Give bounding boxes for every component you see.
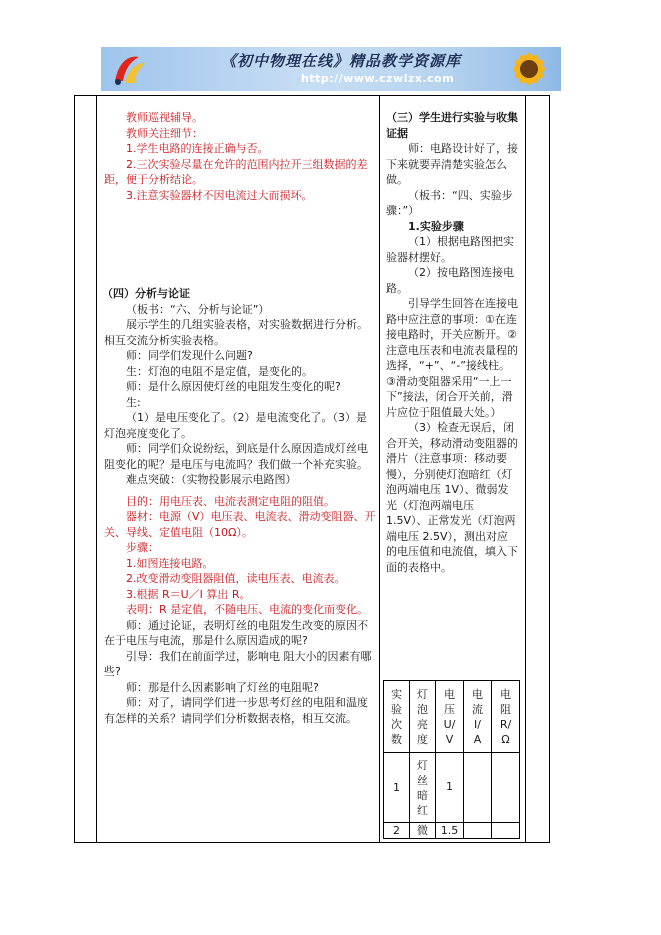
table-header-cell: 实验次数 — [384, 681, 410, 753]
text-line: 师：同学们发现什么问题? — [126, 349, 253, 362]
left-column — [104, 110, 376, 726]
text-line: 生：灯泡的电阻不是定值，是变化的。 — [126, 364, 313, 378]
table-cell — [464, 823, 492, 839]
text-line: 引导：我们在前面学过，影响电 阻大小的因素有哪些? — [104, 649, 372, 678]
table-cell: 1 — [384, 753, 410, 823]
text-line: 生: — [126, 395, 141, 409]
table-cell: 1 — [436, 753, 464, 823]
text-line: 引导学生回答在连接电路中应注意的事项：①在连接电路时，开关应断开。②注意电压表和电流表量程的选择，“+”、“-”接线柱。③滑动变阻器采用“一上一下”接法，闭合开关前，滑片应位于阻值最大处。） — [386, 297, 518, 419]
table-header-cell: 灯泡亮度 — [410, 681, 436, 753]
text-line: （3）检查无误后，闭合开关，移动滑动变阻器的滑片（注意事项：移动要慢），分别使灯泡暗红（灯泡两端电压 1V）、微弱发光（灯泡两端电压 1.5V）、正常发光（灯泡两端电压 2.5V），测出对应的电压值和电流值，填入下面的表格中。 — [386, 421, 518, 574]
column-divider — [525, 96, 526, 842]
table-cell: 灯丝暗红 — [410, 753, 436, 823]
table-cell: 微 — [410, 823, 436, 839]
header-banner — [101, 47, 561, 91]
text-line: 3.根据 R＝U／I 算出 R。 — [126, 587, 251, 601]
text-line: 师：那是什么因素影响了灯丝的电阻呢? — [126, 680, 319, 694]
text-line: 师：通过论证，表明灯丝的电阻发生改变的原因不在于电压与电流，那是什么原因造成的呢? — [104, 618, 368, 647]
text-line: （板书：“四、实验步骤：”） — [386, 188, 513, 217]
table-header-cell: 电流I/A — [464, 681, 492, 753]
table-cell — [464, 753, 492, 823]
text-line: 展示学生的几组实验表格，对实验数据进行分析。相互交流分析实验表格。 — [104, 318, 368, 347]
text-line: 师：对了，请同学们进一步思考灯丝的电阻和温度有怎样的关系？请同学们分析数据表格，相互交流。 — [104, 696, 368, 725]
text-line: （2）按电路图连接电路。 — [386, 266, 514, 295]
table-cell — [492, 823, 520, 839]
table-cell: 1.5 — [436, 823, 464, 839]
text-line: 1.实验步骤 — [408, 219, 464, 233]
table-cell: 2 — [384, 823, 410, 839]
section-heading: （三）学生进行实验与收集证据 — [386, 111, 518, 140]
logo-icon — [109, 51, 149, 87]
table-header-cell: 电阻R/Ω — [492, 681, 520, 753]
text-line: （1）是电压变化了。（2）是电流变化了。（3）是灯泡亮度变化了。 — [104, 411, 367, 440]
text-line: 难点突破：（实物投影展示电路图） — [126, 473, 297, 486]
table-header-cell: 电压U/V — [436, 681, 464, 753]
text-line: 表明：R 是定值，不随电压、电流的变化而变化。 — [126, 603, 369, 616]
table-row — [384, 823, 520, 839]
table-cell — [492, 753, 520, 823]
sunflower-icon — [499, 47, 559, 91]
text-line: 1.学生电路的连接正确与否。 — [126, 142, 269, 155]
banner-url[interactable]: http://www.czwlzx.com — [301, 72, 455, 85]
table-row — [384, 753, 520, 823]
text-line: 师：同学们众说纷纭，到底是什么原因造成灯丝电阻变化的呢？是电压与电流吗？我们做一个补充实验。 — [104, 442, 368, 471]
text-line: （1）根据电路图把实验器材摆好。 — [386, 235, 514, 264]
text-line: 3.注意实验器材不因电流过大而损坏。 — [126, 188, 313, 202]
text-line: 目的：用电压表、电流表测定电阻的阻值。 — [126, 494, 335, 508]
section-heading: （四）分析与论证 — [102, 287, 190, 300]
text-line: （板书：“六、分析与论证”） — [126, 302, 270, 316]
text-line: 师：是什么原因使灯丝的电阻发生变化的呢? — [126, 380, 341, 393]
banner-title: 《初中物理在线》精品教学资源库 — [221, 52, 462, 70]
text-line: 器材：电源（V）电压表、电流表、滑动变阻器、开关、导线、定值电阻（10Ω）。 — [104, 510, 376, 539]
text-line: 教师巡视辅导。 — [126, 111, 203, 124]
text-line: 2.改变滑动变阻器阻值，读电压表、电流表。 — [126, 572, 346, 585]
text-line: 2.三次实验尽量在允许的范围内拉开三组数据的差距，便于分析结论。 — [104, 157, 368, 186]
text-line: 师：电路设计好了，接下来就要弄清楚实验怎么做。 — [386, 142, 518, 186]
text-line: 教师关注细节： — [126, 126, 203, 140]
text-line: 1.如图连接电路。 — [126, 556, 214, 570]
right-column — [386, 110, 518, 575]
column-divider — [96, 96, 97, 842]
column-divider — [379, 96, 380, 842]
text-line: 步骤： — [126, 541, 159, 554]
observation-table — [383, 680, 520, 839]
